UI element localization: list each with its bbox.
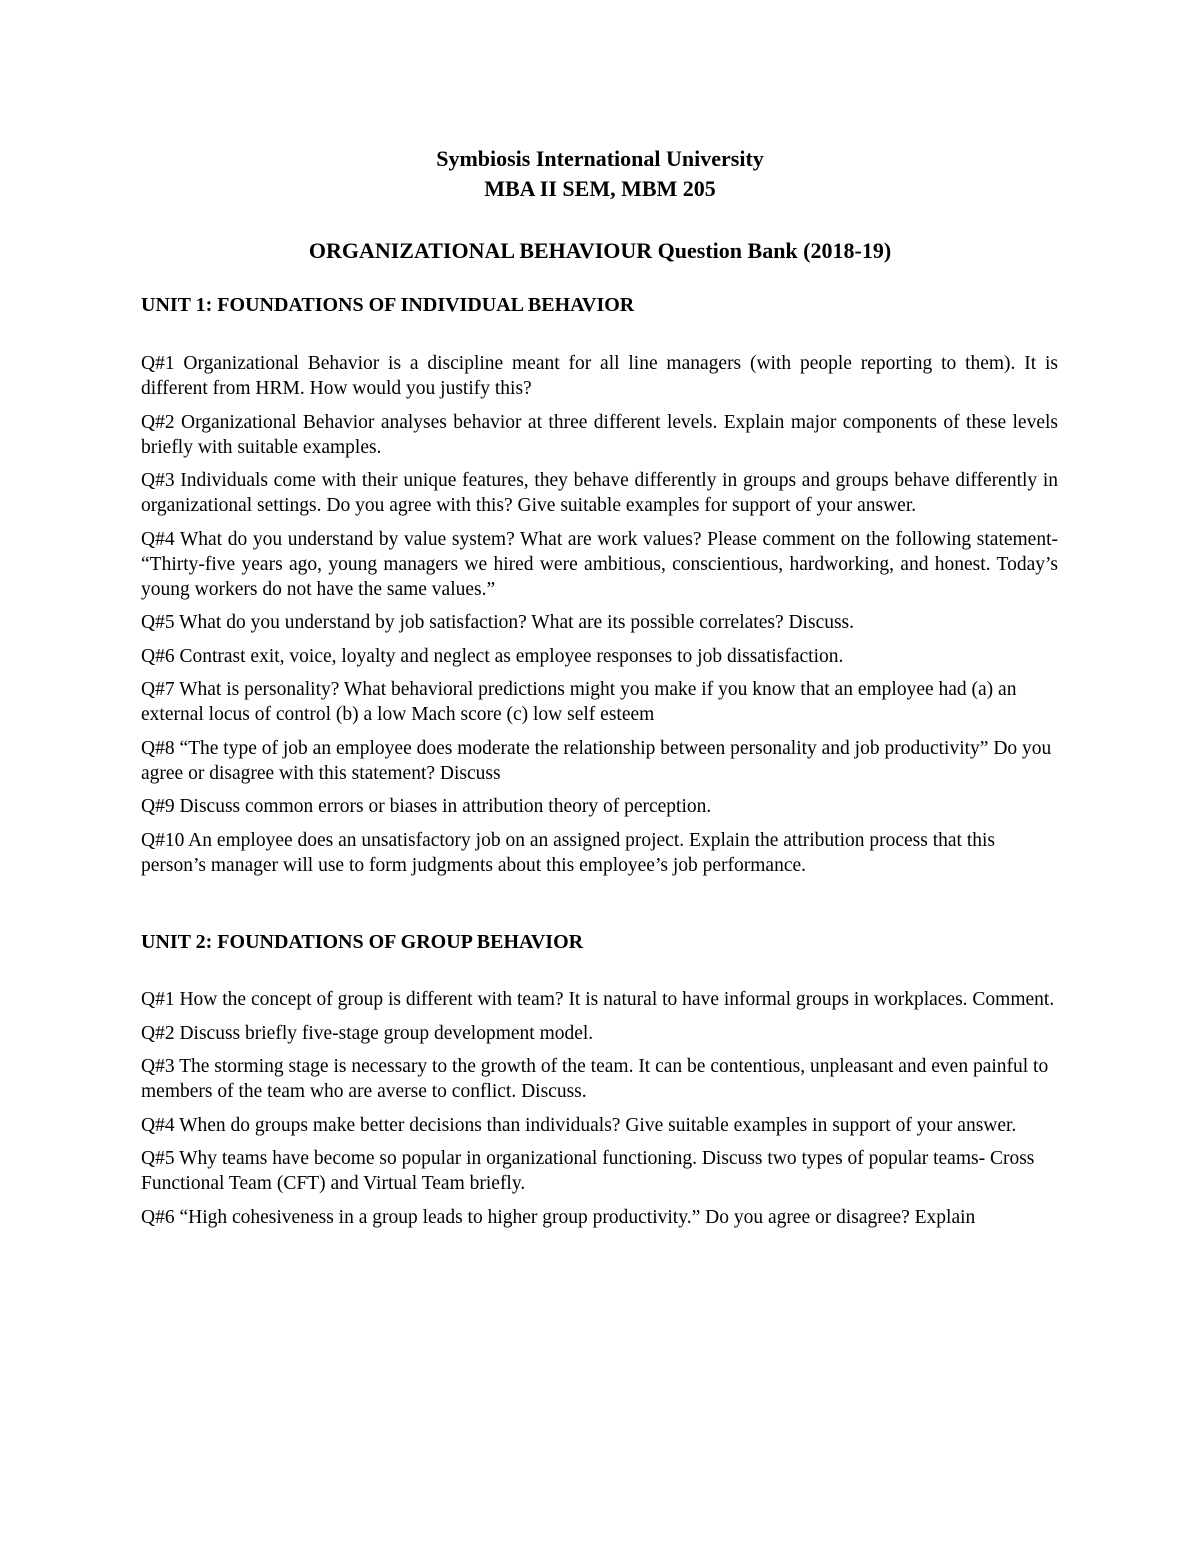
question-item: Q#2 Discuss briefly five-stage group development model. <box>141 1022 594 1044</box>
question-item: Q#5 Why teams have become so popular in organizational functioning. Discuss two types of popular teams- Cross Functional Team (CFT) and Virtual Team briefly. <box>141 1148 1035 1194</box>
university-name: Symbiosis International University <box>436 146 764 171</box>
question-item: Q#6 “High cohesiveness in a group leads to higher group productivity.” Do you agree or disagree? Explain <box>141 1206 976 1228</box>
course-code: MBA II SEM, MBM 205 <box>484 176 716 201</box>
unit-1-heading: UNIT 1: FOUNDATIONS OF INDIVIDUAL BEHAVIOR <box>141 294 635 316</box>
question-item: Q#8 “The type of job an employee does moderate the relationship between personality and job productivity” Do you agree or disagree with this statement? Discuss <box>141 737 1052 784</box>
document-header <box>0 144 1200 204</box>
question-item: Q#4 What do you understand by value system? What are work values? Please comment on the following statement- “Thirty-five years ago, young managers we hired were ambitious, conscientious, hardworking, and honest. Today’s young workers do not have the same values.” <box>141 528 1058 600</box>
question-item: Q#1 Organizational Behavior is a discipline meant for all line managers (with people reporting to them). It is different from HRM. How would you justify this? <box>141 353 1058 399</box>
question-item: Q#1 How the concept of group is different with team? It is natural to have informal groups in workplaces. Comment. <box>141 989 1055 1010</box>
question-item: Q#9 Discuss common errors or biases in attribution theory of perception. <box>141 796 712 817</box>
question-item: Q#3 The storming stage is necessary to the growth of the team. It can be contentious, unpleasant and even painful to members of the team who are averse to conflict. Discuss. <box>141 1056 1049 1102</box>
document-title: ORGANIZATIONAL BEHAVIOUR Question Bank (2018-19) <box>308 238 892 263</box>
question-item: Q#2 Organizational Behavior analyses behavior at three different levels. Explain major components of these levels briefly with suitable examples. <box>141 411 1058 458</box>
unit-1-question-list <box>141 351 1058 886</box>
question-item: Q#6 Contrast exit, voice, loyalty and neglect as employee responses to job dissatisfaction. <box>141 645 844 667</box>
question-item: Q#3 Individuals come with their unique features, they behave differently in groups and groups behave differently in organizational settings. Do you agree with this? Give suitable examples for support of your answer. <box>141 470 1058 516</box>
question-item: Q#7 What is personality? What behavioral predictions might you make if you know that an employee had (a) an external locus of control (b) a low Mach score (c) low self esteem <box>141 679 1017 725</box>
unit-2-heading: UNIT 2: FOUNDATIONS OF GROUP BEHAVIOR <box>141 931 584 953</box>
question-item: Q#5 What do you understand by job satisfaction? What are its possible correlates? Discuss. <box>141 612 855 633</box>
question-item: Q#10 An employee does an unsatisfactory job on an assigned project. Explain the attribution process that this person’s manager will use to form judgments about this employee’s job performance. <box>141 829 996 876</box>
unit-2-question-list <box>141 987 1058 1238</box>
question-item: Q#4 When do groups make better decisions than individuals? Give suitable examples in support of your answer. <box>141 1114 1017 1136</box>
